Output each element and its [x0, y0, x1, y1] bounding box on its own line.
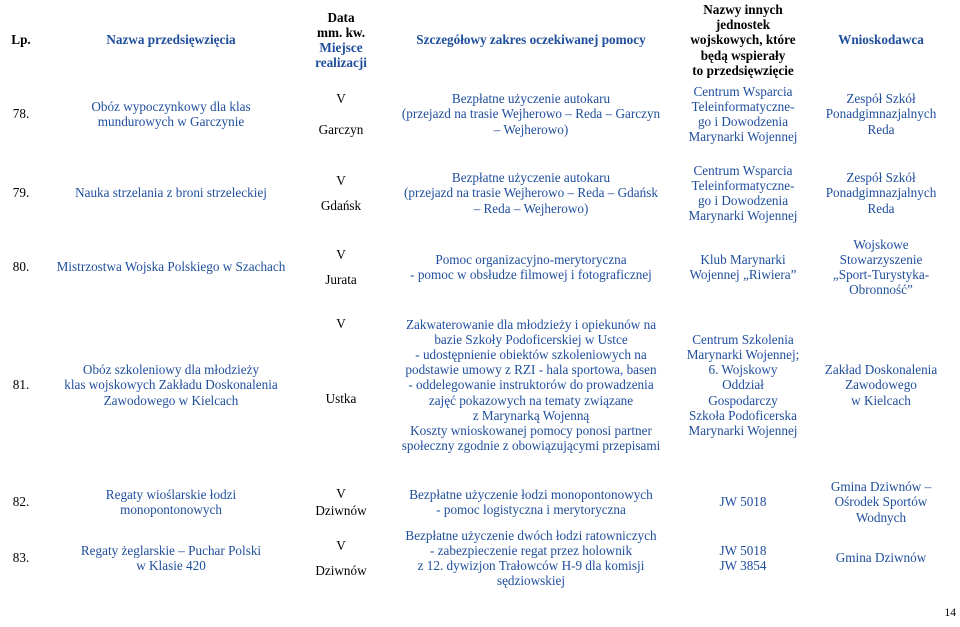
row-name — [40, 236, 302, 298]
header-units-line: wojskowych, które — [690, 32, 796, 48]
row-name-line: monopontonowych — [120, 502, 222, 518]
row-units-line: Marynarki Wojennej; — [686, 347, 800, 362]
row-scope-line: - udostępnienie obiektów szkoleniowych na — [415, 347, 647, 362]
row-applicant-line: Zespół Szkół — [846, 170, 916, 186]
row-applicant-line: Ponadgimnazjalnych — [825, 185, 937, 201]
header-date-place — [302, 2, 380, 78]
header-units — [682, 2, 804, 78]
row-applicant — [804, 236, 958, 298]
row-scope — [380, 478, 682, 526]
row-scope-line: Bezpłatne użyczenie dwóch łodzi ratowniczych — [405, 527, 657, 543]
row-date: V — [336, 537, 346, 553]
row-place: Gdańsk — [320, 198, 362, 214]
row-units-line: Teleinformatyczne- — [691, 177, 795, 193]
row-applicant — [804, 162, 958, 224]
row-place: Dziwnów — [315, 503, 367, 519]
row-spacer — [2, 298, 958, 310]
row-place: Dziwnów — [315, 563, 367, 579]
row-scope — [380, 236, 682, 298]
row-name-line: mundurowych w Garczynie — [97, 114, 245, 130]
row-units — [682, 236, 804, 298]
row-spacer — [2, 224, 958, 236]
row-applicant — [804, 526, 958, 590]
table-row — [2, 310, 958, 460]
row-applicant — [804, 310, 958, 460]
row-units-line: Marynarki Wojennej — [688, 129, 798, 145]
row-name-line: klas wojskowych Zakładu Doskonalenia — [64, 377, 278, 393]
row-date-place — [302, 236, 380, 298]
row-units-line: go i Dowodzenia — [697, 114, 789, 130]
row-units-line: JW 5018 — [719, 494, 767, 510]
row-applicant-line: Reda — [867, 121, 895, 137]
row-units-line: JW 3854 — [719, 558, 767, 574]
row-lp: 81. — [12, 377, 30, 393]
row-units-line: Marynarki Wojennej — [688, 423, 798, 439]
row-units-line: JW 5018 — [719, 542, 767, 558]
row-applicant-line: w Kielcach — [851, 392, 911, 408]
row-applicant — [804, 478, 958, 526]
row-lp: 80. — [12, 259, 30, 275]
row-spacer — [2, 150, 958, 162]
row-units-line: Szkoła Podoficerska — [688, 407, 798, 423]
table-row — [2, 478, 958, 526]
row-units — [682, 478, 804, 526]
row-applicant-line: „Sport-Turystyka- — [832, 267, 930, 283]
row-date: V — [336, 172, 346, 188]
header-name: Nazwa przedsięwzięcia — [106, 32, 236, 48]
row-scope-line: Bezpłatne użyczenie łodzi monopontonowych — [409, 486, 653, 502]
row-scope-line: społeczny zgodnie z obowiązującymi przepisami — [401, 438, 661, 454]
row-scope — [380, 78, 682, 150]
row-name — [40, 162, 302, 224]
header-units-line: to przedsięwzięcie — [692, 62, 794, 78]
row-scope-line: bazie Szkoły Podoficerskiej w Ustce — [434, 331, 628, 347]
row-date-place — [302, 162, 380, 224]
row-date-place — [302, 310, 380, 460]
row-date: V — [336, 90, 346, 106]
row-scope-line: - oddelegowanie instruktorów do prowadzenia — [408, 377, 654, 393]
row-units-line: Klub Marynarki — [700, 251, 786, 267]
table-row — [2, 236, 958, 298]
row-units-line: Teleinformatyczne- — [691, 98, 795, 114]
row-scope-line: z Marynarką Wojenną — [472, 407, 590, 423]
row-units-line: Oddział — [722, 377, 764, 393]
row-scope-line: – Reda – Wejherowo) — [473, 200, 589, 216]
header-scope: Szczegółowy zakres oczekiwanej pomocy — [416, 32, 646, 48]
row-name — [40, 478, 302, 526]
row-applicant-line: Stowarzyszenie — [839, 251, 923, 267]
row-lp: 78. — [12, 106, 30, 122]
row-applicant-line: Ponadgimnazjalnych — [825, 106, 937, 122]
row-date-place — [302, 78, 380, 150]
table-row — [2, 162, 958, 224]
row-scope-line: (przejazd na trasie Wejherowo – Reda – Garczyn — [401, 106, 661, 122]
row-scope-line: – Wejherowo) — [493, 121, 569, 137]
row-applicant-line: Zespół Szkół — [846, 91, 916, 107]
row-name-line: Mistrzostwa Wojska Polskiego w Szachach — [56, 259, 286, 275]
row-applicant-line: Wojskowe — [853, 236, 909, 252]
header-date-line: mm. kw. — [317, 24, 365, 40]
row-applicant-line: Reda — [867, 200, 895, 216]
row-name-line: Regaty wioślarskie łodzi — [105, 486, 237, 502]
row-units-line: Centrum Wsparcia — [693, 83, 793, 99]
row-date: V — [336, 246, 346, 262]
row-applicant-line: Zawodowego — [845, 377, 917, 393]
row-scope-line: - pomoc w obsłudze filmowej i fotograficznej — [410, 267, 652, 283]
row-scope-line: Bezpłatne użyczenie autokaru — [451, 170, 611, 186]
row-scope-line: (przejazd na trasie Wejherowo – Reda – Gdańsk — [404, 185, 658, 201]
header-lp: Lp. — [11, 32, 31, 48]
row-date-place — [302, 526, 380, 590]
header-date-line: Miejsce — [319, 40, 363, 55]
row-scope-line: sędziowskiej — [496, 573, 566, 589]
row-lp: 82. — [12, 494, 30, 510]
page-number: 14 — [944, 607, 956, 619]
row-name-line: Obóz szkoleniowy dla młodzieży — [82, 362, 260, 378]
table-row — [2, 78, 958, 150]
row-scope-line: podstawie umowy z RZI - hala sportowa, basen — [405, 362, 657, 378]
header-date-line: Data — [327, 9, 355, 25]
row-lp: 79. — [12, 185, 30, 201]
table-header-row — [2, 2, 958, 78]
row-place: Ustka — [325, 391, 357, 407]
row-units — [682, 310, 804, 460]
table-row — [2, 526, 958, 590]
support-table — [2, 2, 958, 590]
row-place: Jurata — [325, 272, 357, 288]
row-lp: 83. — [12, 550, 30, 566]
row-applicant-line: Gmina Dziwnów — [835, 550, 927, 566]
row-place: Garczyn — [318, 122, 364, 138]
row-name-line: Regaty żeglarskie – Puchar Polski — [80, 542, 262, 558]
row-scope-line: Pomoc organizacyjno-merytoryczna — [435, 251, 627, 267]
row-applicant-line: Ośrodek Sportów — [834, 494, 928, 510]
row-date: V — [336, 316, 346, 332]
row-scope-line: Bezpłatne użyczenie autokaru — [451, 91, 611, 107]
row-units-line: Wojennej „Riwiera” — [689, 267, 797, 283]
row-units — [682, 526, 804, 590]
row-units-line: Centrum Wsparcia — [693, 162, 793, 178]
row-applicant-line: Obronność” — [849, 282, 913, 298]
row-scope-line: zajęć pokazowych na tematy związane — [428, 392, 634, 408]
row-applicant-line: Gmina Dziwnów – — [830, 479, 932, 495]
header-applicant: Wnioskodawca — [838, 32, 924, 48]
row-name — [40, 310, 302, 460]
row-scope — [380, 310, 682, 460]
row-units-line: go i Dowodzenia — [697, 193, 789, 209]
row-applicant-line: Wodnych — [855, 509, 907, 525]
row-units-line: 6. Wojskowy — [708, 362, 778, 378]
row-units — [682, 78, 804, 150]
row-name — [40, 526, 302, 590]
header-units-line: Nazwy innych — [703, 2, 783, 17]
row-spacer — [2, 460, 958, 478]
row-scope-line: Zakwaterowanie dla młodzieży i opiekunów na — [405, 316, 657, 332]
row-scope — [380, 526, 682, 590]
row-name — [40, 78, 302, 150]
row-units-line: Marynarki Wojennej — [688, 208, 798, 224]
row-applicant-line: Zakład Doskonalenia — [824, 362, 938, 378]
row-date: V — [336, 485, 346, 501]
row-name-line: Zawodowego w Kielcach — [103, 392, 239, 408]
row-name-line: Obóz wypoczynkowy dla klas — [91, 98, 251, 114]
header-units-line: będą wspierały — [700, 47, 786, 63]
row-scope-line: - zabezpieczenie regat przez holownik — [429, 542, 633, 558]
row-units-line: Gospodarczy — [708, 392, 778, 408]
row-name-line: Nauka strzelania z broni strzeleckiej — [75, 185, 267, 201]
row-scope-line: Koszty wnioskowanej pomocy ponosi partner — [410, 423, 652, 439]
row-name-line: w Klasie 420 — [136, 558, 206, 574]
row-date-place — [302, 478, 380, 526]
row-applicant — [804, 78, 958, 150]
row-units — [682, 162, 804, 224]
row-scope-line: z 12. dywizjon Trałowców H-9 dla komisji — [417, 558, 645, 574]
row-scope-line: - pomoc logistyczna i merytoryczna — [436, 502, 626, 518]
header-units-line: jednostek — [715, 17, 771, 33]
row-units-line: Centrum Szkolenia — [692, 331, 794, 347]
header-date-line: realizacji — [315, 55, 367, 71]
row-scope — [380, 162, 682, 224]
